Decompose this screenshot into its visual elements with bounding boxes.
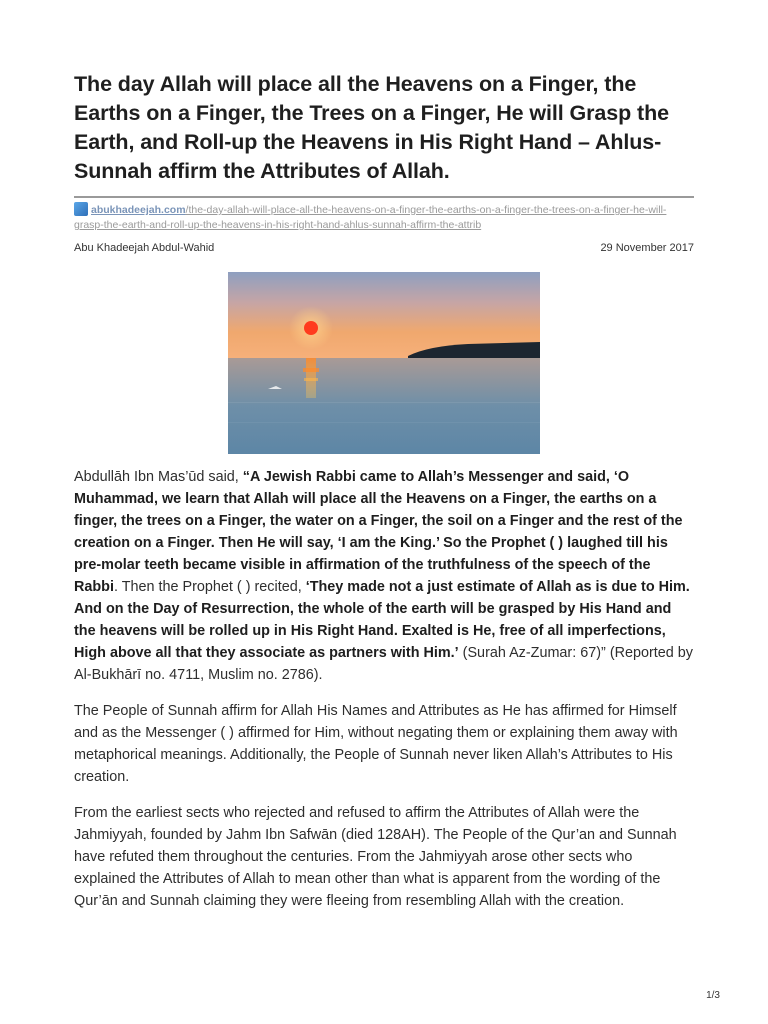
source-domain-link[interactable]: abukhadeejah.com (91, 204, 186, 216)
p1-intro: Abdullāh Ibn Mas’ūd said, (74, 469, 243, 485)
p1-mid: . Then the Prophet ( ) recited, (113, 579, 306, 595)
source-url[interactable] (74, 202, 694, 233)
p1-quote-verse: ‘They made not a just estimate of Allah as is due to Him. And on the Day of Resurrection, the whole of the earth will be grasped by His Hand and the heavens will be rolled up in His Right Hand. Exalted is He, free of all imperfections, High above all that they associate as partners with Him.’ (74, 579, 690, 661)
paragraph-hadith (74, 466, 694, 686)
article (74, 70, 694, 912)
paragraph-people-of-sunnah: The People of Sunnah affirm for Allah His Names and Attributes as He has affirmed for Himself and as the Messenger ( ) affirmed for Him, without negating them or explaining them away with metaphorical meanings. Additionally, the People of Sunnah never liken Allah’s Attributes to His creation. (74, 703, 678, 785)
page-number: 1/3 (706, 990, 720, 1001)
author-name: Abu Khadeejah Abdul-Wahid (74, 242, 215, 254)
article-meta (74, 242, 694, 254)
article-title: The day Allah will place all the Heavens on a Finger, the Earths on a Finger, the Trees on a Finger, He will Grasp the Earth, and Roll-up the Heavens in His Right Hand – Ahlus-Sunnah affirm the Attributes of Allah. (74, 72, 669, 183)
p1-quote-rabbi: “A Jewish Rabbi came to Allah’s Messenger and said, ‘O Muhammad, we learn that Allah will place all the Heavens on a Finger, the earths on a finger, the trees on a Finger, the water on a Finger, the soil on a Finger and the rest of the creation on a Finger. Then He will say, ‘I am the King.’ So the Prophet ( ) laughed till his pre-molar teeth became visible in affirmation of the truthfulness of the speech of the Rabbi (74, 469, 683, 595)
sunset-photo (228, 272, 540, 454)
site-favicon-icon (74, 202, 88, 216)
source-path-link[interactable]: /the-day-allah-will-place-all-the-heavens-on-a-finger-the-earths-on-a-finger-the-trees-on-a-finger-he-will-grasp-the-earth-and-roll-up-the-heavens-in-his-right-hand-ahlus-sunnah-affirm-the-attrib (74, 204, 667, 231)
paragraph-jahmiyyah: From the earliest sects who rejected and refused to affirm the Attributes of Allah were the Jahmiyyah, founded by Jahm Ibn Safwān (died 128AH). The People of the Qur’an and Sunnah have refuted them throughout the centuries. From the Jahmiyyah arose other sects who explained the Attributes of Allah to mean other than what is apparent from the wording of the Qur’ān and Sunnah claiming they were fleeing from resembling Allah with the creation. (74, 805, 677, 909)
title-divider (74, 196, 694, 198)
p1-outro: (Surah Az-Zumar: 67)” (Reported by Al-Bukhārī no. 4711, Muslim no. 2786). (74, 645, 694, 683)
publish-date: 29 November 2017 (600, 242, 694, 254)
